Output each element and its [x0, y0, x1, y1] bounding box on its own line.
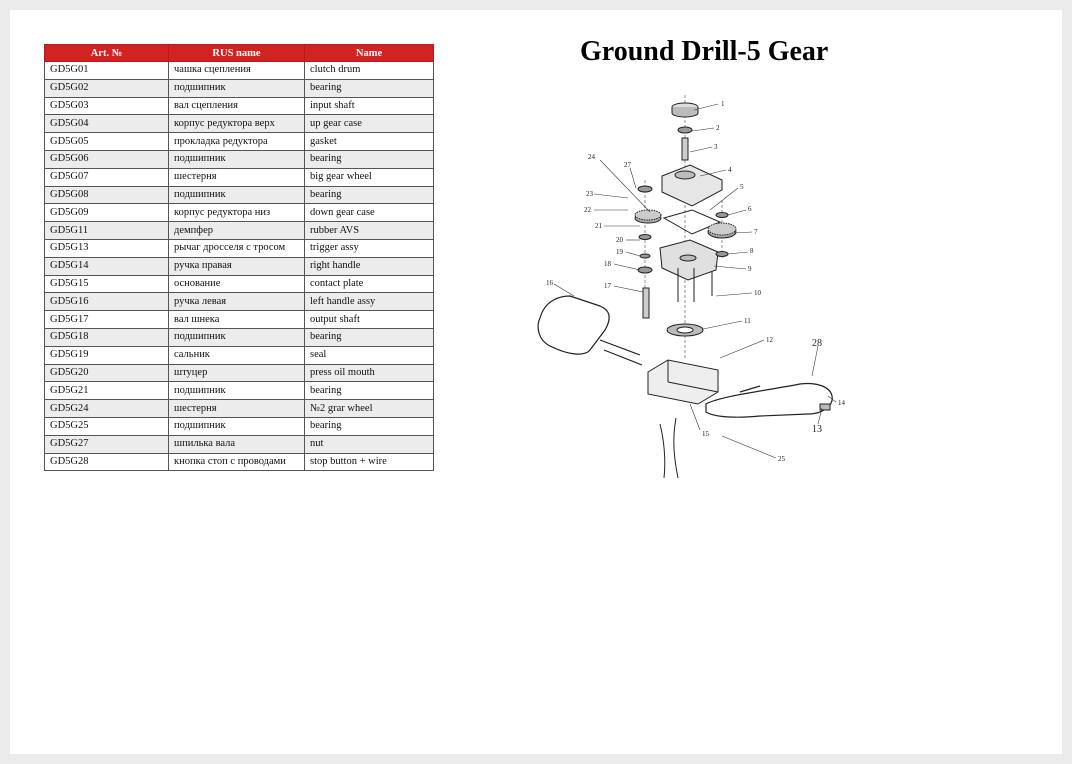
table-row: [45, 382, 434, 400]
cell-rus-name: шестерня: [169, 400, 305, 418]
parts-table-body: [45, 62, 434, 471]
cell-art-no: GD5G08: [45, 186, 169, 204]
cell-rus-name: корпус редуктора низ: [169, 204, 305, 222]
cell-rus-name: шестерня: [169, 168, 305, 186]
cell-art-no: GD5G16: [45, 293, 169, 311]
cell-name: bearing: [305, 79, 434, 97]
cell-art-no: GD5G27: [45, 435, 169, 453]
cell-art-no: GD5G17: [45, 311, 169, 329]
cell-name: clutch drum: [305, 62, 434, 80]
cell-art-no: GD5G04: [45, 115, 169, 133]
table-row: [45, 133, 434, 151]
callout-20: 20: [616, 236, 623, 244]
callout-11: 11: [744, 317, 751, 325]
cell-name: bearing: [305, 328, 434, 346]
callout-18: 18: [604, 260, 611, 268]
cell-art-no: GD5G20: [45, 364, 169, 382]
table-row: [45, 97, 434, 115]
cell-name: gasket: [305, 133, 434, 151]
cell-rus-name: шпилька вала: [169, 435, 305, 453]
cell-rus-name: прокладка редуктора: [169, 133, 305, 151]
exploded-parts-diagram: [520, 86, 860, 486]
cell-name: №2 grar wheel: [305, 400, 434, 418]
callout-24: 24: [588, 153, 595, 161]
table-header-row: [45, 45, 434, 62]
cell-rus-name: ручка правая: [169, 257, 305, 275]
page-title: Ground Drill-5 Gear: [580, 36, 829, 67]
table-row: [45, 400, 434, 418]
cell-name: contact plate: [305, 275, 434, 293]
callout-leaders: [554, 104, 836, 458]
cell-art-no: GD5G01: [45, 62, 169, 80]
cell-art-no: GD5G09: [45, 204, 169, 222]
cell-name: nut: [305, 435, 434, 453]
callout-17: 17: [604, 282, 611, 290]
cell-name: down gear case: [305, 204, 434, 222]
callout-16: 16: [546, 279, 553, 287]
table-row: [45, 150, 434, 168]
cell-rus-name: подшипник: [169, 382, 305, 400]
cell-rus-name: ручка левая: [169, 293, 305, 311]
cell-rus-name: подшипник: [169, 417, 305, 435]
callout-4: 4: [728, 166, 732, 174]
table-row: [45, 275, 434, 293]
bearing-2: [678, 127, 692, 133]
cell-art-no: GD5G02: [45, 79, 169, 97]
cell-art-no: GD5G03: [45, 97, 169, 115]
cell-rus-name: вал сцепления: [169, 97, 305, 115]
cell-name: trigger assy: [305, 239, 434, 257]
cell-art-no: GD5G11: [45, 222, 169, 240]
cell-name: press oil mouth: [305, 364, 434, 382]
cell-art-no: GD5G13: [45, 239, 169, 257]
cell-name: input shaft: [305, 97, 434, 115]
header-name: Name: [305, 45, 434, 62]
right-handle: [706, 384, 832, 418]
callout-28: 28: [812, 338, 822, 349]
cell-art-no: GD5G15: [45, 275, 169, 293]
table-row: [45, 115, 434, 133]
big-gear-wheel: [708, 223, 736, 238]
cell-art-no: GD5G06: [45, 150, 169, 168]
table-row: [45, 417, 434, 435]
callout-9: 9: [748, 265, 752, 273]
table-row: [45, 346, 434, 364]
callout-15: 15: [702, 430, 709, 438]
down-gear-case: [660, 240, 718, 280]
callout-10: 10: [754, 289, 761, 297]
cell-rus-name: демпфер: [169, 222, 305, 240]
cell-name: seal: [305, 346, 434, 364]
cell-art-no: GD5G07: [45, 168, 169, 186]
callout-19: 19: [616, 248, 623, 256]
cell-name: bearing: [305, 417, 434, 435]
input-shaft: [682, 138, 688, 160]
cell-name: output shaft: [305, 311, 434, 329]
cell-name: up gear case: [305, 115, 434, 133]
callout-3: 3: [714, 143, 718, 151]
cell-name: big gear wheel: [305, 168, 434, 186]
table-row: [45, 222, 434, 240]
left-handle: [538, 296, 642, 365]
cell-name: rubber AVS: [305, 222, 434, 240]
cell-rus-name: вал шнека: [169, 311, 305, 329]
callout-labels: [546, 100, 846, 463]
cell-art-no: GD5G19: [45, 346, 169, 364]
table-row: [45, 257, 434, 275]
cell-rus-name: рычаг дросселя с тросом: [169, 239, 305, 257]
cell-art-no: GD5G18: [45, 328, 169, 346]
cell-rus-name: подшипник: [169, 328, 305, 346]
callout-21: 21: [595, 222, 602, 230]
cell-art-no: GD5G24: [45, 400, 169, 418]
table-row: [45, 168, 434, 186]
cell-name: right handle: [305, 257, 434, 275]
auger-tip: [660, 418, 678, 478]
table-row: [45, 186, 434, 204]
cell-rus-name: основание: [169, 275, 305, 293]
table-row: [45, 453, 434, 471]
cell-name: left handle assy: [305, 293, 434, 311]
cell-rus-name: штуцер: [169, 364, 305, 382]
rubber-avs: [667, 324, 703, 336]
table-row: [45, 79, 434, 97]
cell-rus-name: подшипник: [169, 186, 305, 204]
callout-12: 12: [766, 336, 773, 344]
callout-8: 8: [750, 247, 754, 255]
callout-7: 7: [754, 228, 758, 236]
cell-art-no: GD5G05: [45, 133, 169, 151]
output-shaft: [643, 288, 649, 318]
table-row: [45, 204, 434, 222]
callout-6: 6: [748, 205, 752, 213]
contact-plate: [648, 360, 718, 404]
table-row: [45, 435, 434, 453]
cell-rus-name: корпус редуктора верх: [169, 115, 305, 133]
table-row: [45, 328, 434, 346]
table-row: [45, 293, 434, 311]
callout-23: 23: [586, 190, 593, 198]
callout-14: 14: [838, 399, 845, 407]
callout-1: 1: [721, 100, 725, 108]
cell-name: bearing: [305, 186, 434, 204]
callout-5: 5: [740, 183, 744, 191]
cell-art-no: GD5G14: [45, 257, 169, 275]
callout-13: 13: [812, 424, 822, 435]
header-art-no: Art. №: [45, 45, 169, 62]
parts-table: [44, 44, 434, 471]
cell-name: bearing: [305, 382, 434, 400]
cell-rus-name: подшипник: [169, 79, 305, 97]
header-rus-name: RUS name: [169, 45, 305, 62]
cell-rus-name: кнопка стоп с проводами: [169, 453, 305, 471]
table-row: [45, 311, 434, 329]
cell-rus-name: чашка сцепления: [169, 62, 305, 80]
gear-2: [635, 210, 661, 223]
cell-art-no: GD5G28: [45, 453, 169, 471]
table-row: [45, 62, 434, 80]
callout-27: 25: [778, 455, 785, 463]
cell-name: bearing: [305, 150, 434, 168]
callout-2: 2: [716, 124, 720, 132]
cell-art-no: GD5G21: [45, 382, 169, 400]
cell-rus-name: подшипник: [169, 150, 305, 168]
callout-22: 22: [584, 206, 591, 214]
up-gear-case: [662, 165, 722, 206]
callout-25: 27: [624, 161, 631, 169]
cell-art-no: GD5G25: [45, 417, 169, 435]
cell-rus-name: сальник: [169, 346, 305, 364]
cell-name: stop button + wire: [305, 453, 434, 471]
table-row: [45, 239, 434, 257]
table-row: [45, 364, 434, 382]
